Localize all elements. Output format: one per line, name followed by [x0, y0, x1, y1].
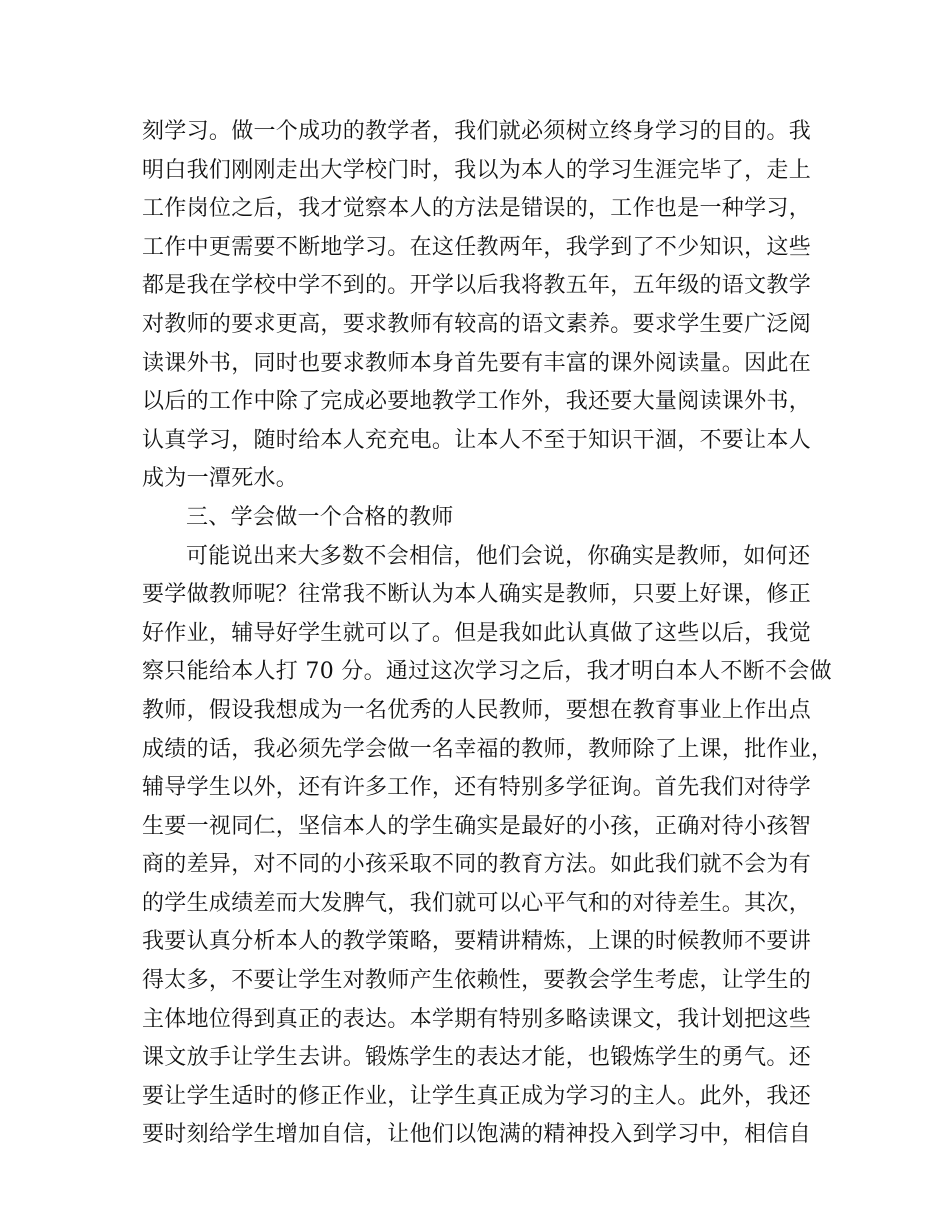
text-line: 以后的工作中除了完成必要地教学工作外，我还要大量阅读课外书， [142, 389, 812, 415]
text-line: 要学做教师呢？往常我不断认为本人确实是教师，只要上好课，修正 [142, 582, 812, 608]
text-line: 要时刻给学生增加自信，让他们以饱满的精神投入到学习中，相信自 [142, 1122, 812, 1148]
text-line: 教师，假设我想成为一名优秀的人民教师，要想在教育事业上作出点 [142, 697, 812, 723]
text-line: 成绩的话，我必须先学会做一名幸福的教师，教师除了上课，批作业， [142, 736, 834, 762]
text-line: 都是我在学校中学不到的。开学以后我将教五年，五年级的语文教学 [142, 273, 812, 299]
text-line: 认真学习，随时给本人充充电。让本人不至于知识干涸，不要让本人 [142, 427, 812, 453]
text-line: 成为一潭死水。 [142, 466, 299, 492]
text-line: 明白我们刚刚走出大学校门时，我以为本人的学习生涯完毕了，走上 [142, 157, 812, 183]
text-line: 生要一视同仁，坚信本人的学生确实是最好的小孩，正确对待小孩智 [142, 813, 812, 839]
text-line: 好作业，辅导好学生就可以了。但是我如此认真做了这些以后，我觉 [142, 620, 812, 646]
text-line: 刻学习。做一个成功的教学者，我们就必须树立终身学习的目的。我 [142, 119, 812, 144]
text-line: 工作岗位之后，我才觉察本人的方法是错误的，工作也是一种学习， [142, 196, 812, 222]
text-line: 要让学生适时的修正作业，让学生真正成为学习的主人。此外，我还 [142, 1083, 812, 1109]
text-line: 辅导学生以外，还有许多工作，还有特别多学征询。首先我们对待学 [142, 775, 812, 801]
text-line: 读课外书，同时也要求教师本身首先要有丰富的课外阅读量。因此在 [142, 350, 812, 376]
text-line: 可能说出来大多数不会相信，他们会说，你确实是教师，如何还 [186, 543, 811, 569]
text-line: 对教师的要求更高，要求教师有较高的语文素养。要求学生要广泛阅 [142, 311, 812, 337]
text-line: 的学生成绩差而大发脾气，我们就可以心平气和的对待差生。其次， [142, 890, 812, 916]
section-heading: 三、学会做一个合格的教师 [186, 504, 454, 530]
text-line: 察只能给本人打 70 分。通过这次学习之后，我才明白本人不断不会做 [142, 659, 832, 685]
text-line: 主体地位得到真正的表达。本学期有特别多略读课文，我计划把这些 [142, 1006, 812, 1032]
text-line: 工作中更需要不断地学习。在这任教两年，我学到了不少知识，这些 [142, 234, 812, 260]
text-line: 得太多，不要让学生对教师产生依赖性，要教会学生考虑，让学生的 [142, 968, 812, 994]
body-text [142, 113, 834, 1155]
text-line: 商的差异，对不同的小孩采取不同的教育方法。如此我们就不会为有 [142, 852, 812, 878]
text-line: 我要认真分析本人的教学策略，要精讲精炼，上课的时候教师不要讲 [142, 929, 812, 955]
text-line: 课文放手让学生去讲。锻炼学生的表达才能，也锻炼学生的勇气。还 [142, 1045, 812, 1071]
